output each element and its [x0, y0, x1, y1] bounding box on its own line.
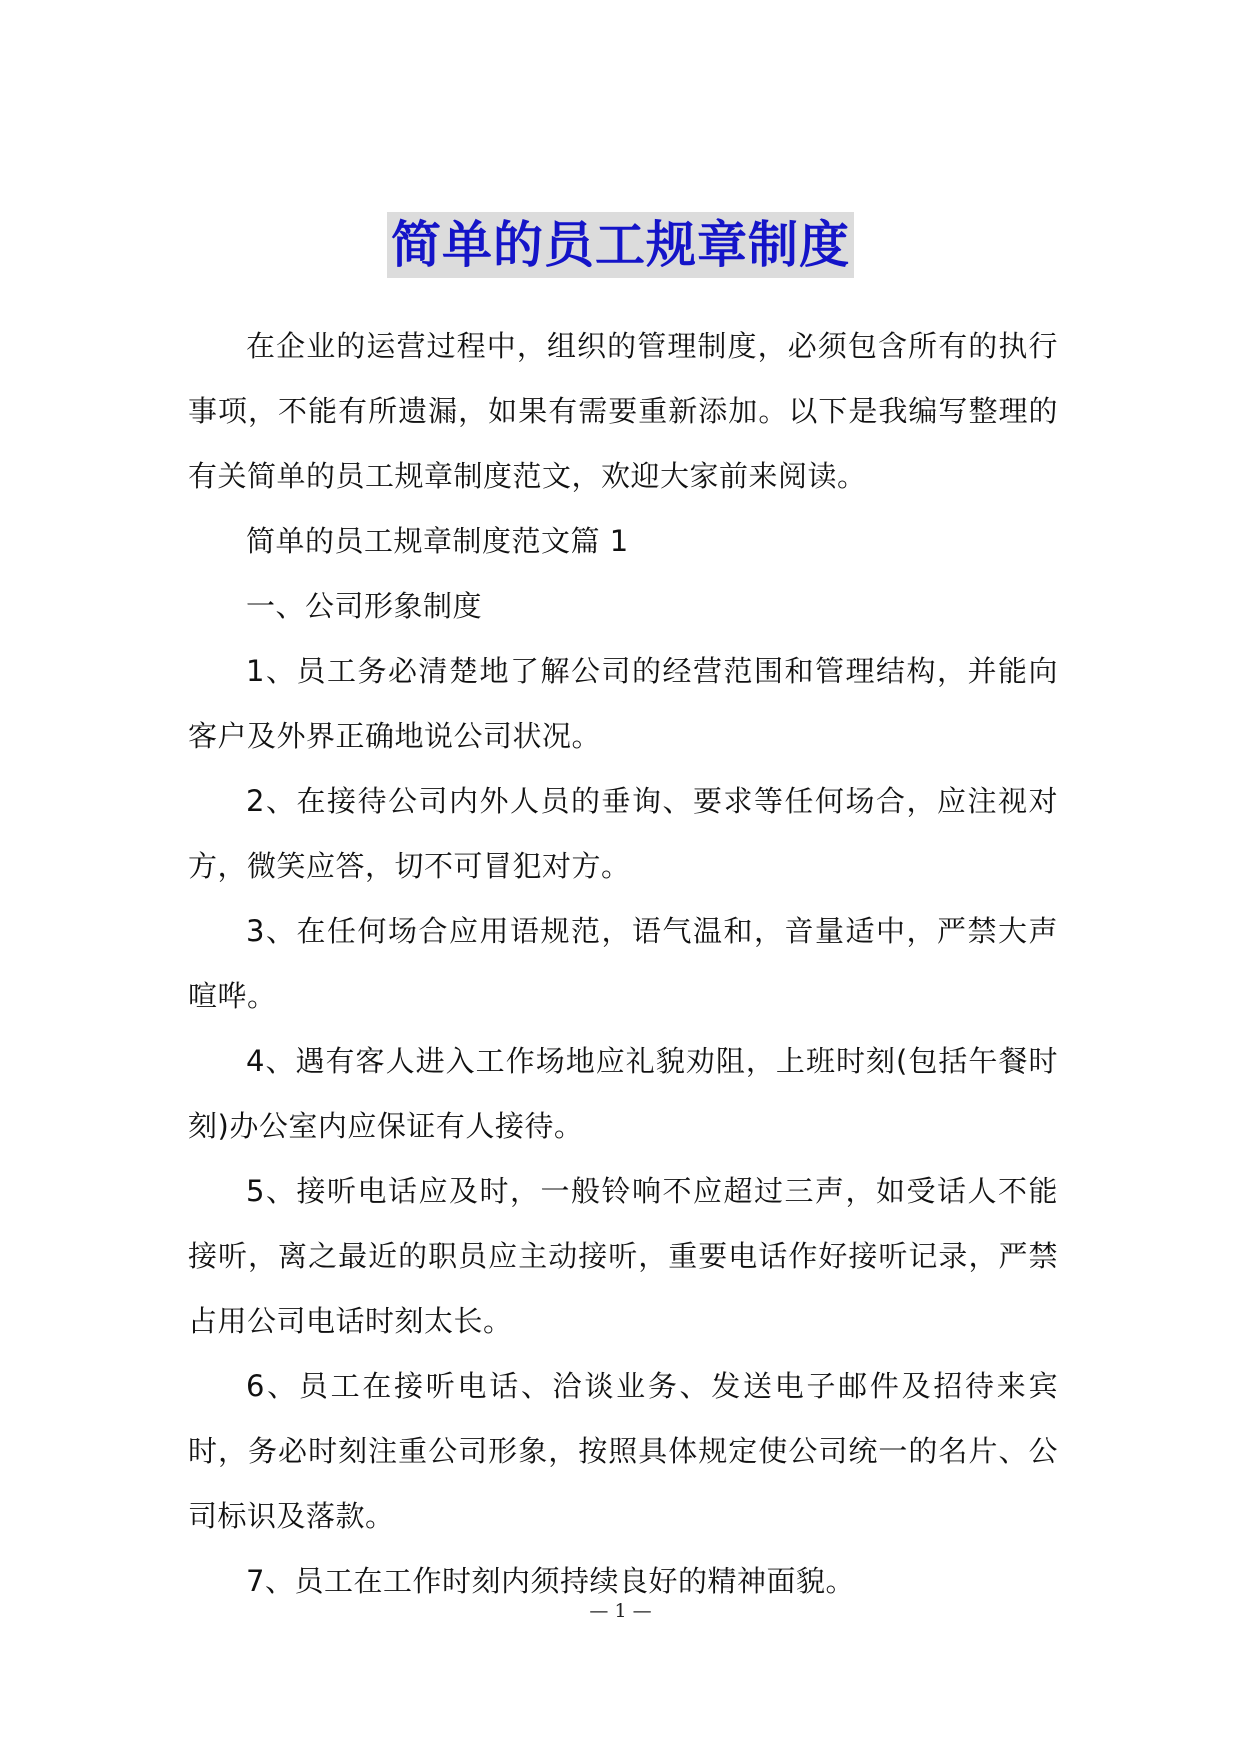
paragraph-item-6: 6、员工在接听电话、洽谈业务、发送电子邮件及招待来宾时，务必时刻注重公司形象，按照具体规定使公司统一的名片、公司标识及落款。 [188, 1369, 1058, 1533]
paragraph-item-1: 1、员工务必清楚地了解公司的经营范围和管理结构，并能向客户及外界正确地说公司状况。 [188, 654, 1058, 753]
title-container [0, 212, 1241, 278]
paragraph-item-2: 2、在接待公司内外人员的垂询、要求等任何场合，应注视对方，微笑应答，切不可冒犯对方。 [188, 784, 1058, 883]
document-body [188, 314, 1058, 1614]
document-title: 简单的员工规章制度 [387, 212, 854, 278]
paragraph-section-heading: 简单的员工规章制度范文篇 1 [246, 524, 629, 558]
paragraph-item-5: 5、接听电话应及时，一般铃响不应超过三声，如受话人不能接听，离之最近的职员应主动接听，重要电话作好接听记录，严禁占用公司电话时刻太长。 [188, 1174, 1058, 1338]
paragraph-intro: 在企业的运营过程中，组织的管理制度，必须包含所有的执行事项，不能有所遗漏，如果有需要重新添加。以下是我编写整理的有关简单的员工规章制度范文，欢迎大家前来阅读。 [188, 329, 1058, 493]
paragraph-subheading: 一、公司形象制度 [246, 589, 483, 623]
paragraph-item-4: 4、遇有客人进入工作场地应礼貌劝阻，上班时刻(包括午餐时刻)办公室内应保证有人接待。 [188, 1044, 1058, 1143]
paragraph-item-3: 3、在任何场合应用语规范，语气温和，音量适中，严禁大声喧哗。 [188, 914, 1058, 1013]
paragraph-item-7: 7、员工在工作时刻内须持续良好的精神面貌。 [246, 1564, 855, 1598]
page-number: — 1 — [589, 1600, 652, 1622]
